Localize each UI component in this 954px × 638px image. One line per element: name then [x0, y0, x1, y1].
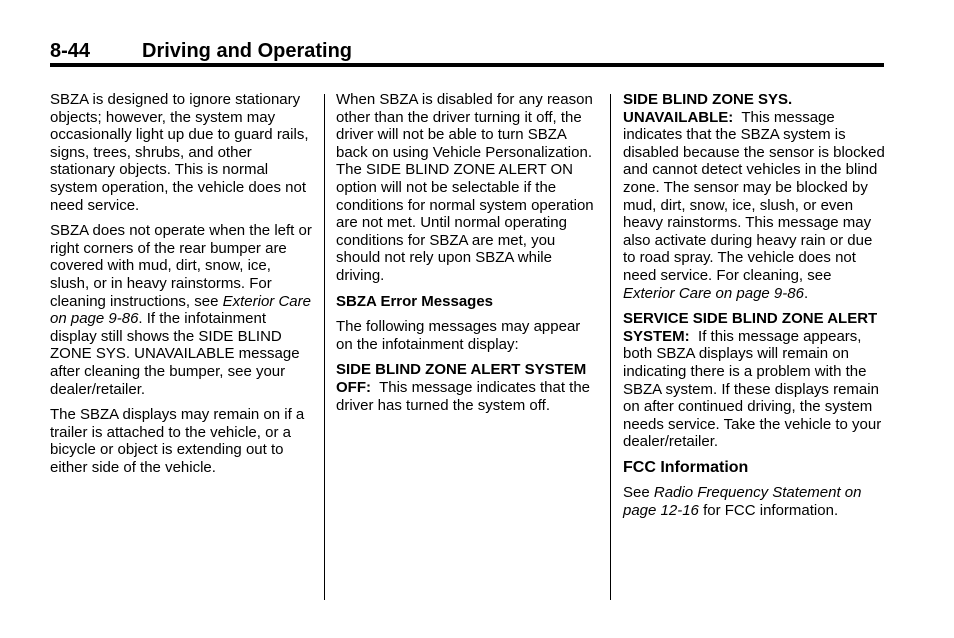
error-messages-heading: SBZA Error Messages: [336, 292, 494, 310]
paragraph-text: . If the infotainment display still shows the SIDE BLIND ZONE SYS. UNAVAILABLE message after cleaning the bumper, see your dealer/retailer.: [50, 310, 300, 398]
message-label: SERVICE SIDE BLIND ZONE ALERT SYSTEM:: [623, 310, 878, 345]
column-divider-2: [610, 94, 611, 600]
column-divider-1: [324, 94, 325, 600]
message-text: If this message appears, both SBZA displays will remain on indicating there is a problem with the SBZA system. If these displays remain on after continued driving, the system needs service. Take the vehicle to your dealer/retailer.: [623, 327, 882, 451]
paragraph: SBZA is designed to ignore stationary objects; however, the system may occasionally light up due to guard rails, signs, trees, shrubs, and other stationary objects. This is normal system operation, the vehicle does not need service.: [50, 91, 309, 214]
message-label: SIDE BLIND ZONE SYS. UNAVAILABLE:: [623, 91, 793, 126]
paragraph: [623, 91, 885, 302]
column-2: [336, 91, 598, 422]
message-text: This message indicates that the SBZA system is disabled because the sensor is blocked and cannot detect vehicles in the blind zone. The sensor may be blocked by mud, dirt, snow, ice, slush, or even heavy rainstorms. This message may also activate during heavy rain or due to road spray. The vehicle does not need service. For cleaning, see: [623, 108, 885, 284]
page-title: Driving and Operating: [142, 40, 353, 62]
paragraph: [623, 484, 885, 519]
radio-frequency-link[interactable]: Radio Frequency Statement on page 12-16: [623, 484, 862, 520]
paragraph-text: for FCC information.: [698, 502, 839, 520]
column-3: [623, 91, 885, 528]
exterior-care-link[interactable]: Exterior Care on page 9-86: [50, 292, 311, 328]
paragraph: [623, 310, 885, 451]
paragraph: When SBZA is disabled for any reason other than the driver turning it off, the driver will not be able to turn SBZA back on using Vehicle Personalization. The SIDE BLIND ZONE ALERT ON option will not be selectable if the conditions for normal system operation are not met. Until normal operating conditions for SBZA are met, you should not rely upon SBZA while driving.: [336, 91, 594, 284]
exterior-care-link[interactable]: Exterior Care on page 9-86: [623, 284, 804, 302]
message-label: SIDE BLIND ZONE ALERT SYSTEM OFF:: [336, 361, 587, 396]
paragraph: The following messages may appear on the infotainment display:: [336, 318, 581, 353]
paragraph: The SBZA displays may remain on if a trailer is attached to the vehicle, or a bicycle or object is extending out to either side of the vehicle.: [50, 406, 305, 476]
paragraph: [336, 361, 598, 414]
paragraph-text: See: [623, 484, 654, 502]
page-number: 8-44: [50, 40, 91, 62]
message-text: This message indicates that the driver has turned the system off.: [336, 378, 591, 414]
paragraph-text: SBZA does not operate when the left or right corners of the rear bumper are covered with mud, dirt, snow, ice, slush, or in heavy rainstorms. For cleaning instructions, see: [50, 222, 312, 310]
header-rule: [50, 63, 884, 67]
paragraph: [50, 222, 314, 398]
fcc-heading: FCC Information: [623, 458, 749, 476]
message-text: .: [803, 284, 809, 302]
column-1: [50, 91, 314, 484]
